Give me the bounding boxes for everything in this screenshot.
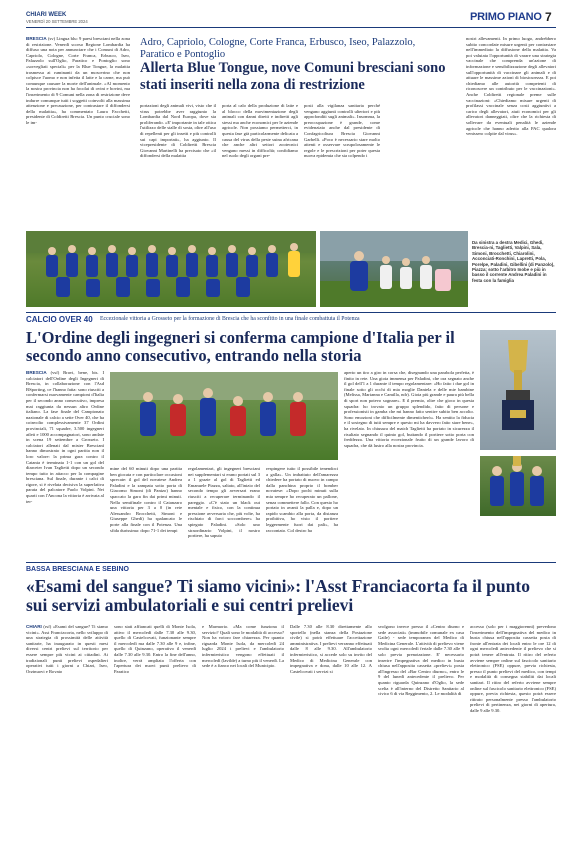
page-number: 7 [545, 10, 552, 24]
trophy-photo [480, 330, 556, 450]
article1-col5: nostri allevamenti. In primo luogo, andrebbero subito concordate misure urgenti per contrastare nell'immediato la diffusione della malattia. Va poi valutata l'opportunità di varare una strategia vaccinale che comprenda un'azione di informazione e sensibilizzazione degli allevatori sull'opportunità di vaccinare gli animali e di attuare le massime azioni di biosicurezza. E poi chiediamo alle autorità competenti di riconoscere un contributo per le vaccinazioni». Anche Coldiretti regionale preme sulle vaccinazioni: «Chiediamo misure urgenti di profilassi vaccinale senza costi aggiuntivi a carico degli allevatori, aiuti economici per gli allevatori danneggiati, oltre che la richiesta di sollevare da eventuali penalità le aziende agricole che hanno aderito alla PAC qualora venissero colpite dal virus». [466, 36, 556, 137]
match-photo [110, 372, 338, 460]
article1-col4: posti alla vigilanza sanitaria perché vengano aggiunti controlli ulteriori e più approfonditi sugli animali». Insomma, la preoccupazione è grande, come evidenziato anche dal presidente di Confagricoltura Brescia Giovanni Garbelli. «Poco è necessario stare molto attenti e osservare scrupolosamente le regole e le prescrizioni per poter questa nuova epidemia che sta colpendo i [304, 103, 380, 159]
article3-col4: Dalle 7.30 alle 8.30 direttamente allo sportello (nella stanza della Postazione civile) si potrà effettuare l'accettazione amministrativa. I prelievi verranno effettuati dalle 8 alle 9.30. All'ambulatorio infermieristico, si accede solo su invito del Medico di Medicina Generale con impegnativa e dona, dalle 10 alle 12. A Castelcovati i servizi si [290, 624, 372, 674]
sport-col4: respingere tutto il possibile tenendoci a galla». Un imbattuto dell'amarezza chiedere ha portato di nuovo in campo dalla panchina proprio il bomber novatese: «Dopo pochi minuti sulla mia sempre ho recuperato un pallone, senza commettere fallo. Con questo ho portato in avanti la palla e, dopo un rapido scambio alla porta, da distanza proibitiva, ho visto il portiere leggermente fuori dai pali», ha raccontato. Col destro ha [266, 466, 338, 533]
header-rule [26, 27, 556, 28]
article1-text1: (sv) Lingua blu: 9 paesi bresciani nella zona di restrizione. Venerdì scorso Regione Lombardia ha diffuso una nota per annunciare che i Comuni di Adro, Capriolo, Cologne, Corte Franca, Erbusco, Iseo, Palazzolo sull'Oglio, Paratico e Pontoglio sono «sorvegliati speciali» per la Blue Tongue, la malattia trasmessa ai ruminanti da un moscerino che non colpisce l'uomo e non infetta il latte e la carne, ma può comunque causare la morte dell'animale. «Al momento la nostra provincia non ha focolai di ovini e bovini, ma l'inserimento di 9 Comuni nella zona di restrizione deve indurre comunque tutti i soggetti coinvolti alla massima attenzione e precauzione, per contrastare il diffondersi della malattia», ha commentato Laura Facchetti, presidente di Coldiretti Brescia. Un punto cruciale sono le im- [26, 36, 130, 125]
article3-headline: «Esami del sangue? Ti siamo vicini»: l'Asst Franciacorta fa il punto sui servizi ambulatoriali e sui centri prelievi [26, 576, 530, 615]
sport-kicker: Eccezionale vittoria a Grosseto per la formazione di Brescia che ha sconfitto in una finale combattuta il Potenza [100, 316, 360, 322]
sport-headline: L'Ordine degli ingegneri si conferma campione d'Italia per il secondo anno consecutivo, entrando nella storia [26, 328, 455, 365]
article3-section-label: BASSA BRESCIANA E SEBINO [26, 566, 129, 573]
sport-rule [26, 312, 556, 313]
section-title: PRIMO PIANO [470, 11, 542, 23]
sport-col3: regolamentari, gli ingegneri bresciani nei supplementari si erano portati sul 3 a 1 grazie al gol di Taglietti ed Emanuele Piazza, saltato, all'inizio del secondo tempo gli avversari erano riusciti a recuperare terminando il pareggio. «C'è stato un black out mentale e fisico, con la continua pressione avversaria che, più volte, ha rischiato di farci soccombere» ha spiegato Paladini. «Solo uno straordinario Volpini, il nostro portiere, ha saputo [188, 466, 260, 539]
article1-headline: Allerta Blue Tongue, nove Comuni bresciani sono stati inseriti nella zona di restrizione [140, 60, 446, 93]
sport-col1 [26, 370, 104, 558]
sport-col5: aperto un tiro a giro in corsa che, disegnando una parabola perfetta, è finito in rete. Una gioia immensa per Paladini, che ora segnato anche il gol dell'1 a 1 durante il tempo regolamentare: «Ho fatto i due gol in finale sotto gli occhi di mia moglie Daniela e delle mie bambine (Melissa, Marianna e Camilla, ndr). Gioia più grande e paura più bella di sport non potevo sognare». E il premio, oltre che gioco in questa squadra: ho trovato un gruppo splendido, fatto di persone e professionisti in gamba che mi hanno fatto sentire subito ben accolto. Sono emozioni che difficilmente dimenticherò». Ha sentito la fiducia e il sostegno di tutti sempre e questo mi ha davvero fatto stare bene», ha rivelato. In chiusura del match Taglietti ha portato in sicurezza il risultato segnando il quinto gol, buttando il portiere sotto porta con freddezza. Una vittoria eccezionale frutto di un grande lavoro di squadra, che dà lustro alla nostra provincia. [344, 370, 474, 448]
family-photo [320, 231, 468, 307]
article1-kicker: Adro, Capriolo, Cologne, Corte Franca, Erbusco, Iseo, Palazzolo, Paratico e Pontoglio [140, 37, 416, 60]
article1-col1 [26, 36, 130, 222]
article3-col3: e Marmorio. «Ma come funziona il servizio? Quali sono le modalità di accesso? Non ha votoro fare chiarezza. Per quanto riguarda Monte Isola, da mercoledì 24 luglio 2024 i prelievi e l'ambulatorio infermieristico vengono effettuati il mercoledì (lavilde) a turno più il venerdì. La sede è a fianco nei locali del Municipio. [202, 624, 284, 669]
article3-col2: sono stati affiancati quelli di Monte Isola, attivo il mercoledì dalle 7.30 alle 9.30, quello di Castelcovati, funzionante sempre il mercoledì ma dalle 7.30 alle 9 e, infine, quello di Quinzano, operativo il venerdì dalle 7.30 alle 9.30. Entro la fine dell'anno, inoltre, verrà ampliata l'offerta con l'apertura dei nuovi punti prelievo di Paratico [114, 624, 196, 674]
sport-section-label: CALCIO OVER 40 [26, 315, 93, 324]
article1-dateline: BRESCIA [26, 36, 47, 41]
photo-caption: Da sinistra a destra Medici, Ghedi, Brescia-ni, Taglietti, Valpini, Sala, Simoni, Brocchetti, Chiarolini, Acconciati-Ronchini, Lapretti, Pola, Porelpe, Paladini, Gibellini (di Panzolo), Piazza; sotto l'arbitro Inobe e più in basso il corrente Andrea Paladini in festa con la famiglia [472, 240, 555, 283]
sport-dateline: BRESCIA [26, 370, 47, 375]
article3-col6: accesso (solo per i maggiorenni) prevedono l'inserimento dell'impegnativa del medico in busta chiusa nell'apposita cassetta posta di fronte all'entrata dei locali entro le ore 12 di ogni mercoledì antecedente il prelievo che si potrà tenere all'entrata. Il ritiro del referto avviene sempre online sul fascicolo sanitario elettronico (FSE) oppure, previa richiesta, presso il punto prelievi del medico, con tempi e modalità di consegna stabiliti dai locali sanitari. Il ritiro del referto avviene sempre online sul fascicolo sanitario elettronico (FSE) oppure, previa richiesta, questo potrà essere ritirato personalmente presso l'ambulatorio prelievi di pertinenza, nei giorni di apertura, dalle 9 alle 9.30. [470, 624, 556, 713]
article1-col2: portazioni degli animali vivi, visto che il virus potrebbe aver raggiunto la Lombardia dal Nord Europa, dove sta proliferando. «E' importante in tale ottica l'utilizzo delle stalle di sosta, oltre all'uso di repellenti per gli insetti e più controlli sui capi importati», ha aggiunto. Il vicepresidente di Coldiretti Brescia Giovanni Martinelli ha precisato che «il diffondersi della malattia [140, 103, 216, 159]
article3-col5: svolgono invece presso il «Centro diurno e sede associati» (immobile comunale ex casa Gaile) - sede temporanea del Medico di Medicina Generale. L'attività di prelievo viene svolta ogni mercoledì feriale dalle 7.30 alle 9 solo previa prenotazione. E' necessario inserire l'impegnativa del medico in busta chiusa nell'apposita cassetta «prelievi» posta all'ingresso del «Bar Centro diurno», entro le 9 del lunedì antecedente il prelievo. Per quanto riguarda Quinzano d'Oglio, la sede scelta è all'interno del Distretto Sanitario al civico 6 di via Reggimento, 2. Le modalità di [378, 624, 464, 697]
article3-col1 [26, 624, 108, 834]
celebration-photo [480, 456, 556, 516]
sport-col2: mine del 60 minuti dopo una partita ben giocata e con particolare occasioni sprecate: il gol del novatese Andrea Paladini e la zampata sotto porta di Giacomo Simoni (di Panizo) hanno spaccato la gara fin dai primi minuti. Nella semifinale contro il Catanzaro una vittoria per 3 a 0 (in rete Alessandro Brocchetti, Simoni e Giuseppe Ghedi) ha spalancato le porte alla finale con il Potenza. Una sfida durissima: dopo 71-1 dei tempi [110, 466, 182, 533]
sport-text1: (vsf) Bravi, bene, bis. I calciatori dell'Ordine degli Ingegneri di Brescia, in collaborazione con l'Asd BSporting, ce l'hanno fatta: sono riusciti a confermarsi nuovamente campioni d'Italia per il secondo anno consecutivo, impresa mai raggiunta da nessun altro Ordine italiano. La fase finale del Campionato nazionale di calcio a sette Over 40, che ha coinvolto complessivamente 37 Ordini provinciali, 71 squadre, 3.500 ingegneri atleti e 1000 accompagnatori, sono andate in scena 19 settembre a Grosseto. I calciatori allenati dal mister Brescianì hanno dimostrato in ogni partita non il loro valore: la prima gara contro il Catania è terminata 1-1 con un gol del diarceter Ivan Taglietti dopo un secondo tempo tutto in attacco per la compagine bresciana. Sul finale, durante i calci di rigore, si è rivelata decisiva la superlativa parata del palcatore Paolo Volpini. Nei quarti con l'Ancona la vittoria è arrivata al ter- [26, 370, 104, 504]
article1-col3: porta al calo della produzione di latte e al blocco della movimentazione degli animali con danni diretti e indiretti agli stessi ma anche economici per le aziende agricole. Non possiamo permetterci, in questa fase già particolarmente delicata a causa del virus della peste suina africana che anche altri settori zootecnici vengano messi in difficoltà; confidiamo nel ruolo degli organi pre- [222, 103, 298, 159]
article3-text1: (rsf) «Esami del sangue? Ti siamo vicini». Asst Franciacorta, nello sviluppo di una strategia di prossimità delle attività sanitarie, ha inaugurato in questi mesi diversi centri prelievi sul territorio per essere sempre più vicini ai cittadini. Ai tradizionali punti prelievi ospedalieri operativi tutti i giorni a Chiari, Iseo, Orzinuovi e Rovato [26, 624, 108, 674]
team-photo [26, 231, 316, 307]
masthead: CHIARI WEEK [26, 12, 67, 18]
article3-dateline: CHIARI [26, 624, 42, 629]
article3-rule [26, 562, 556, 563]
issue-date: VENERDÌ 20 SETTEMBRE 2024 [26, 19, 88, 24]
